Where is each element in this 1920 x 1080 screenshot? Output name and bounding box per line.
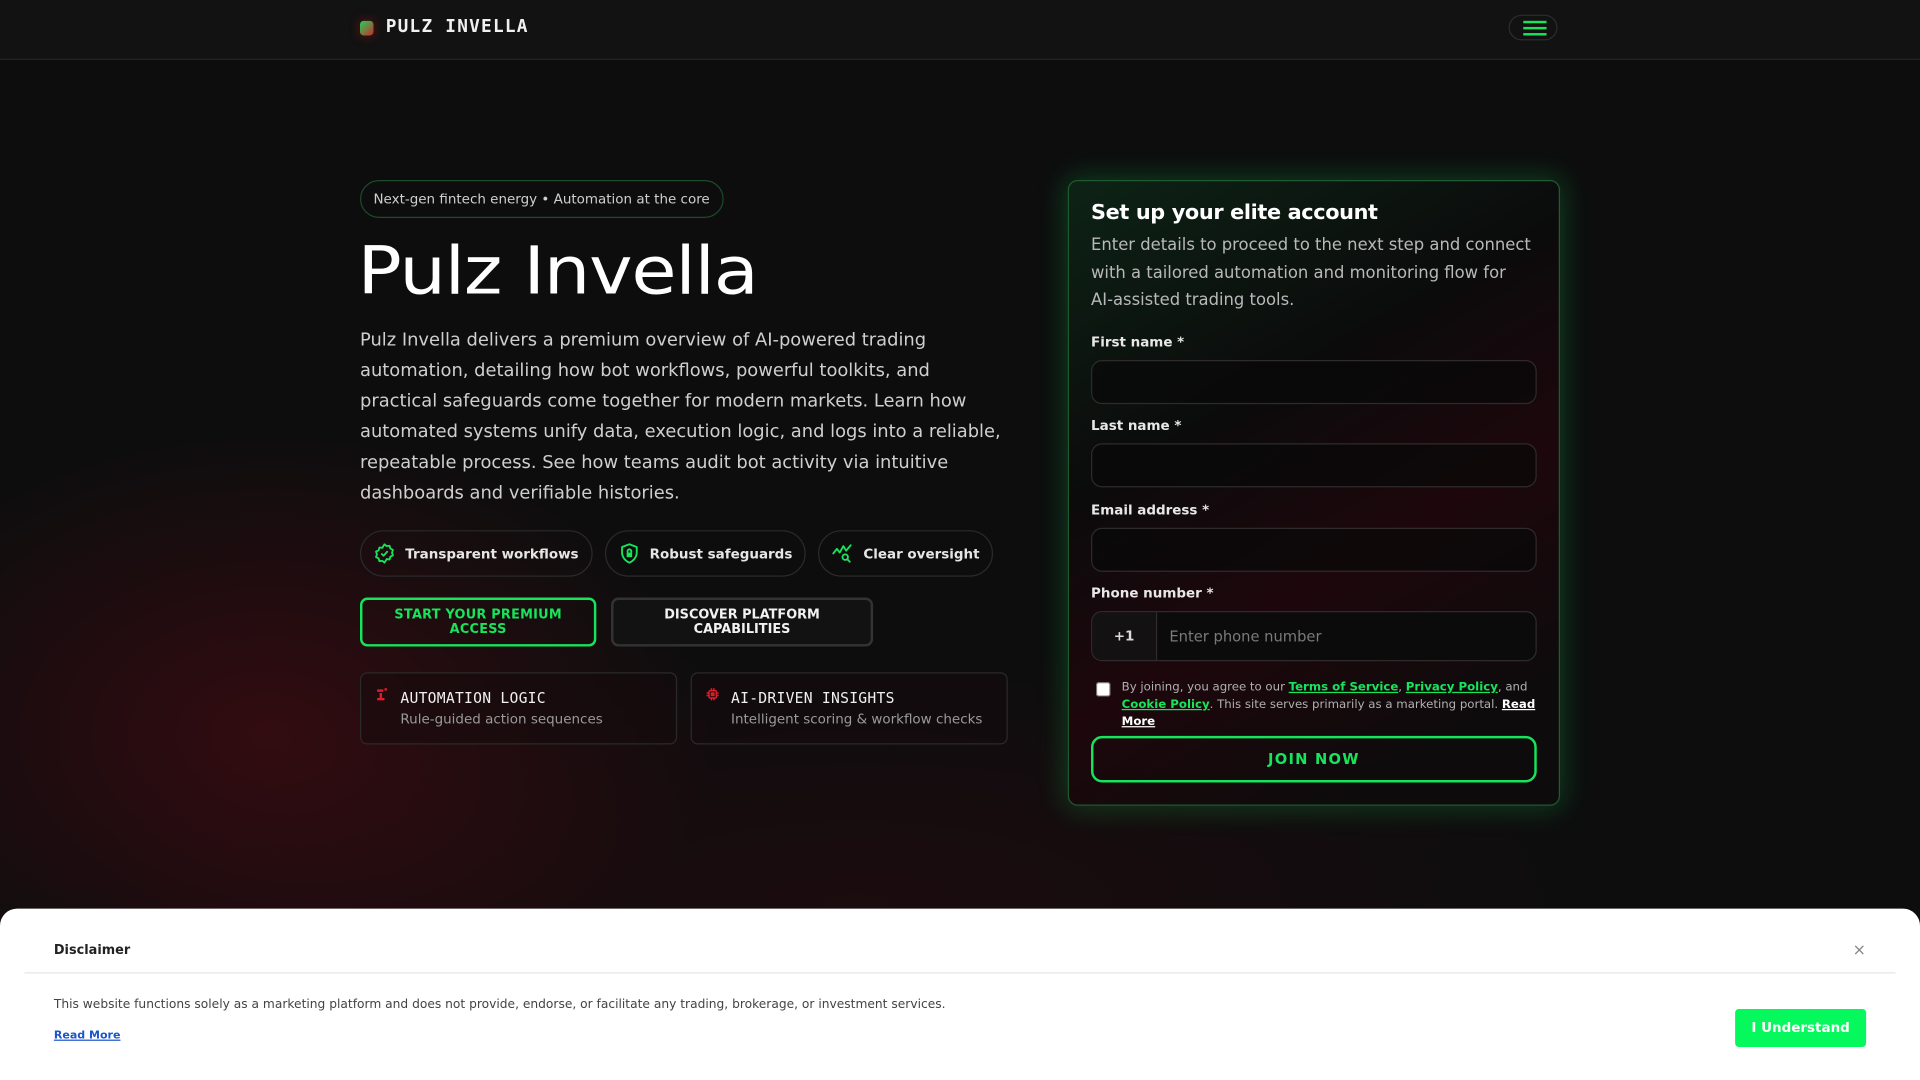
top-nav xyxy=(0,0,1920,60)
hamburger-icon-line xyxy=(1523,33,1546,35)
brand-name[interactable]: PULZ INVELLA xyxy=(385,17,529,37)
divider xyxy=(24,972,1895,973)
card-subtitle: Rule-guided action sequences xyxy=(400,711,603,728)
card-ai-driven-insights xyxy=(691,672,1008,744)
robot-arm-icon xyxy=(376,688,388,700)
i-understand-button[interactable]: I Understand xyxy=(1735,1009,1866,1047)
discover-capabilities-button[interactable]: DISCOVER PLATFORM CAPABILITIES xyxy=(611,598,873,647)
consent-text xyxy=(1122,680,1538,731)
card-title: AUTOMATION LOGIC xyxy=(400,689,546,707)
feature-label: Transparent workflows xyxy=(405,545,579,562)
hamburger-icon-line xyxy=(1523,27,1546,29)
hero-title: Pulz Invella xyxy=(357,232,758,310)
feature-label: Robust safeguards xyxy=(649,545,793,562)
disclaimer-text: This website functions solely as a marketing platform and does not provide, endorse, or facilitate any trading, brokerage, or investment services. xyxy=(53,997,946,1012)
feature-chips xyxy=(360,530,993,577)
feature-label: Clear oversight xyxy=(863,545,980,562)
menu-button[interactable] xyxy=(1509,15,1558,41)
phone-country-code[interactable]: +1 xyxy=(1092,612,1157,660)
hamburger-icon xyxy=(1523,21,1546,23)
close-icon[interactable]: × xyxy=(1852,941,1867,961)
tagline-pill: Next-gen fintech energy • Automation at the core xyxy=(360,180,723,218)
last-name-label: Last name * xyxy=(1091,417,1182,434)
form-subtitle: Enter details to proceed to the next step and connect with a tailored automation and monitoring flow for AI-assisted trading tools. xyxy=(1091,236,1531,310)
feature-chip-transparent-workflows xyxy=(360,530,592,577)
phone-label: Phone number * xyxy=(1091,585,1214,602)
card-title: AI-DRIVEN INSIGHTS xyxy=(731,689,895,707)
read-more-link[interactable]: Read More xyxy=(1121,697,1536,729)
hero-cta-row xyxy=(360,598,873,647)
hero-description: Pulz Invella delivers a premium overview of AI-powered trading automation, detailing how bot workflows, powerful toolkits, and practical safeguards come together for modern markets. Learn how automated systems unify data, execution logic, and logs into a reliable, repeatable process. See how teams audit bot activity via intuitive dashboards and verifiable histories. xyxy=(360,329,1001,504)
consent-sep: , xyxy=(1398,680,1406,695)
consent-sep: , and xyxy=(1497,680,1528,695)
email-field[interactable] xyxy=(1091,528,1537,572)
form-title: Set up your elite account xyxy=(1091,200,1378,226)
logo-icon xyxy=(360,21,373,36)
chart-search-icon xyxy=(832,542,854,564)
badge-check-icon xyxy=(373,542,395,564)
first-name-label: First name * xyxy=(1091,334,1185,351)
consent-checkbox[interactable] xyxy=(1096,682,1111,697)
card-automation-logic xyxy=(360,672,677,744)
email-label: Email address * xyxy=(1091,502,1210,518)
cookie-link[interactable]: Cookie Policy xyxy=(1121,697,1210,712)
start-premium-access-button[interactable]: START YOUR PREMIUM ACCESS xyxy=(360,598,596,647)
consent-suffix: . This site serves primarily as a marketing portal. xyxy=(1209,697,1502,712)
disclaimer-read-more-link[interactable]: Read More xyxy=(53,1029,121,1043)
phone-field[interactable] xyxy=(1157,612,1535,660)
disclaimer-banner xyxy=(0,909,1920,1080)
disclaimer-title: Disclaimer xyxy=(53,942,131,958)
card-subtitle: Intelligent scoring & workflow checks xyxy=(731,711,983,728)
join-now-button[interactable]: JOIN NOW xyxy=(1091,736,1537,783)
feature-chip-clear-oversight xyxy=(818,530,993,577)
last-name-field[interactable] xyxy=(1091,443,1537,487)
terms-link[interactable]: Terms of Service xyxy=(1288,680,1399,695)
consent-prefix: By joining, you agree to our xyxy=(1121,680,1289,695)
privacy-link[interactable]: Privacy Policy xyxy=(1405,680,1498,695)
feature-chip-robust-safeguards xyxy=(604,530,806,577)
cpu-chip-icon xyxy=(707,688,719,700)
signup-form xyxy=(1068,180,1560,806)
phone-field-group xyxy=(1091,611,1537,661)
first-name-field[interactable] xyxy=(1091,360,1537,404)
shield-lock-icon xyxy=(618,542,640,564)
